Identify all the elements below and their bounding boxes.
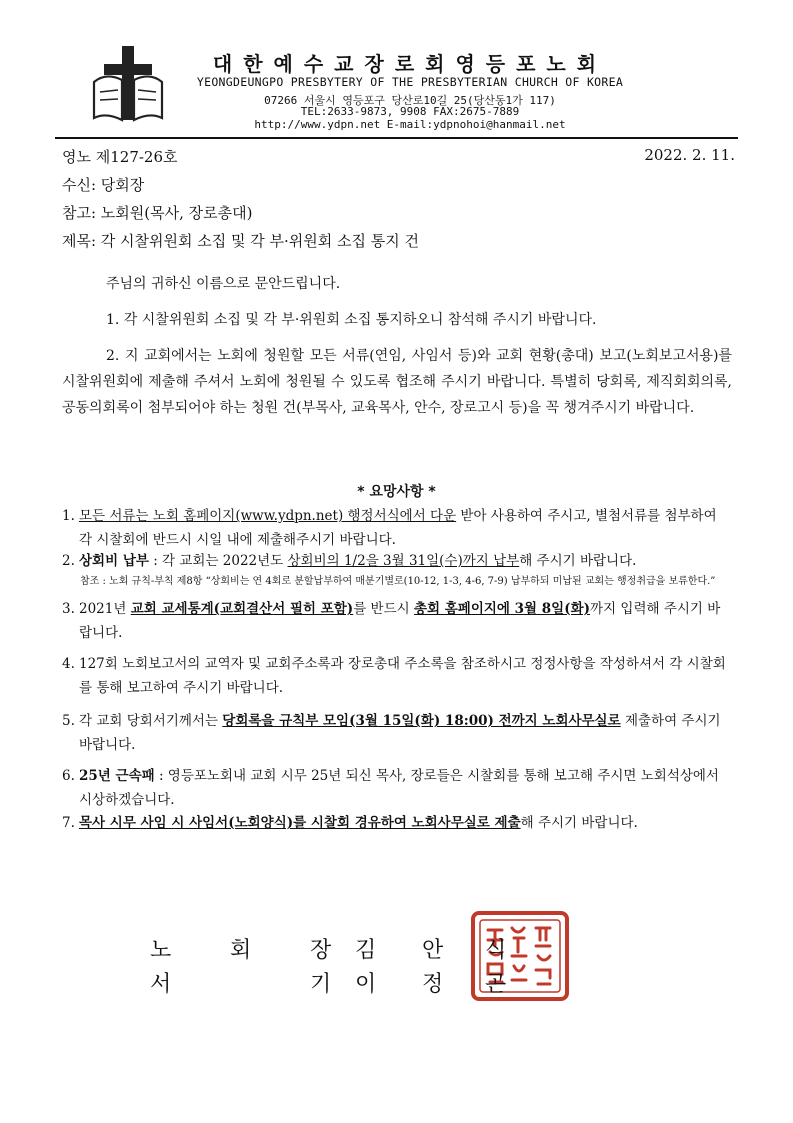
- item-text: 제출하여 주시기 바랍니다.: [79, 713, 721, 753]
- item-label: 상회비 납부: [79, 553, 149, 569]
- reference-line: 참고: 노회원(목사, 장로총대): [62, 204, 253, 222]
- signature-char: 장: [310, 938, 332, 963]
- item-text: 해 주시기 바랍니다.: [519, 553, 637, 569]
- item-number: 1.: [62, 508, 75, 524]
- notice-item-6: [62, 764, 728, 812]
- item-emphasis: 당회록을 규칙부 모임(3월 15일(화) 18:00) 전까지 노회사무실로: [222, 713, 621, 729]
- recipient-line: 수신: 당회장: [62, 176, 145, 194]
- signature-char: 안: [422, 938, 444, 963]
- item-number: 2.: [62, 553, 75, 569]
- org-name-english: YEONGDEUNGPO PRESBYTERY OF THE PRESBYTERIAN CHURCH OF KOREA: [196, 75, 624, 89]
- doc-date: 2022. 2. 11.: [644, 146, 735, 164]
- org-name-korean: 대한예수교장로회영등포노회: [212, 52, 608, 76]
- item-number: 3.: [62, 601, 75, 617]
- signature-char: 회: [230, 938, 252, 963]
- item-emphasis: 목사 시무 사임 시 사임서(노회양식)를 시찰회 경유하여 노회사무실로 제출: [79, 815, 521, 831]
- notice-title: * 요망사항 *: [357, 484, 436, 500]
- item-number: 5.: [62, 713, 75, 729]
- signature-char: 이: [355, 972, 377, 997]
- item-text: 해 주시기 바랍니다.: [520, 815, 638, 831]
- item-text: 받아 사용하여 주시고, 별첨서류를 첨부하여 각 시찰회에 반드시 시일 내에 제출해주시기 바랍니다.: [79, 508, 717, 548]
- item-text: : 영등포노회내 교회 시무 25년 되신 목사, 장로들은 시찰회를 통해 보고해 주시면 노회석상에서 시상하겠습니다.: [79, 768, 719, 808]
- signature-char: 기: [310, 972, 332, 997]
- item-label: 25년 근속패: [79, 768, 155, 784]
- item-text: 를 반드시: [353, 601, 414, 617]
- greeting: 주님의 귀하신 이름으로 문안드립니다.: [106, 276, 341, 292]
- header-divider: [55, 137, 738, 139]
- org-web-email: http://www.ydpn.net E-mail:ydpnohoi@hanmail.net: [254, 118, 566, 131]
- notice-item-3: [62, 597, 728, 645]
- body-paragraph-2: 2. 지 교회에서는 노회에 청원할 모든 서류(연임, 사임서 등)와 교회 현황(총대) 보고(노회보고서용)를 시찰위원회에 제출해 주셔서 노회에 청원될 수 있도록 협조해 주시기 바랍니다. 특별히 당회록, 제직회회의록, 공동의회록이 첨부되어야 하는 청원 건(부목사, 교육목사, 안수, 장로고시 등)을 꼭 챙겨주시기 바랍니다.: [62, 348, 732, 416]
- church-cross-logo-icon: [92, 42, 164, 124]
- item-emphasis: 총회 홈페이지에 3월 8일(화): [413, 601, 591, 617]
- org-address: 07266 서울시 영등포구 당산로10길 25(당산동1가 117): [264, 94, 556, 107]
- notice-item-7: [62, 811, 728, 835]
- item-text: 2021년: [79, 601, 131, 617]
- bylaw-reference-note: 참조 : 노회 규칙-부칙 제8항 “상회비는 연 4회로 분할납부하여 매분기별로(10-12, 1-3, 4-6, 7-9) 납부하되 미납된 교회는 행정취급을 보류한다.”: [80, 576, 716, 587]
- item-text: : 각 교회는 2022년도: [148, 553, 288, 569]
- item-text: 127회 노회보고서의 교역자 및 교회주소록과 장로총대 주소록을 참조하시고 정정사항을 작성하셔서 각 시찰회를 통해 보고하여 주시기 바랍니다.: [79, 656, 726, 696]
- notice-item-5: [62, 709, 728, 757]
- item-text: 까지 입력해 주시기 바랍니다.: [79, 601, 721, 641]
- item-number: 4.: [62, 656, 75, 672]
- signature-char: 곤: [485, 972, 507, 997]
- doc-number: 영노 제127-26호: [62, 148, 178, 166]
- subject-line: 제목: 각 시찰위원회 소집 및 각 부·위원회 소집 통지 건: [62, 232, 420, 250]
- signature-char: 정: [422, 972, 444, 997]
- signature-char: 서: [150, 972, 172, 997]
- org-phone-fax: TEL:2633-9873, 9908 FAX:2675-7889: [300, 105, 520, 118]
- body-paragraph-1: 1. 각 시찰위원회 소집 및 각 부·위원회 소집 통지하오니 참석해 주시기 바랍니다.: [106, 312, 597, 328]
- item-number: 6.: [62, 768, 75, 784]
- item-emphasis: 교회 교세통계(교회결산서 필히 포함): [130, 601, 354, 617]
- signature-char: 식: [485, 938, 507, 963]
- notice-item-2: [62, 549, 728, 573]
- signature-char: 김: [355, 938, 377, 963]
- item-emphasis: 상회비의 1/2을 3월 31일(수)까지 납부: [287, 553, 520, 569]
- signature-char: 노: [150, 938, 172, 963]
- item-number: 7.: [62, 815, 75, 831]
- notice-item-1: [62, 504, 728, 552]
- notice-item-4: [62, 652, 728, 700]
- item-text: 각 교회 당회서기께서는: [79, 713, 223, 729]
- item-emphasis: 모든 서류는 노회 홈페이지(www.ydpn.net) 행정서식에서 다운: [79, 508, 457, 524]
